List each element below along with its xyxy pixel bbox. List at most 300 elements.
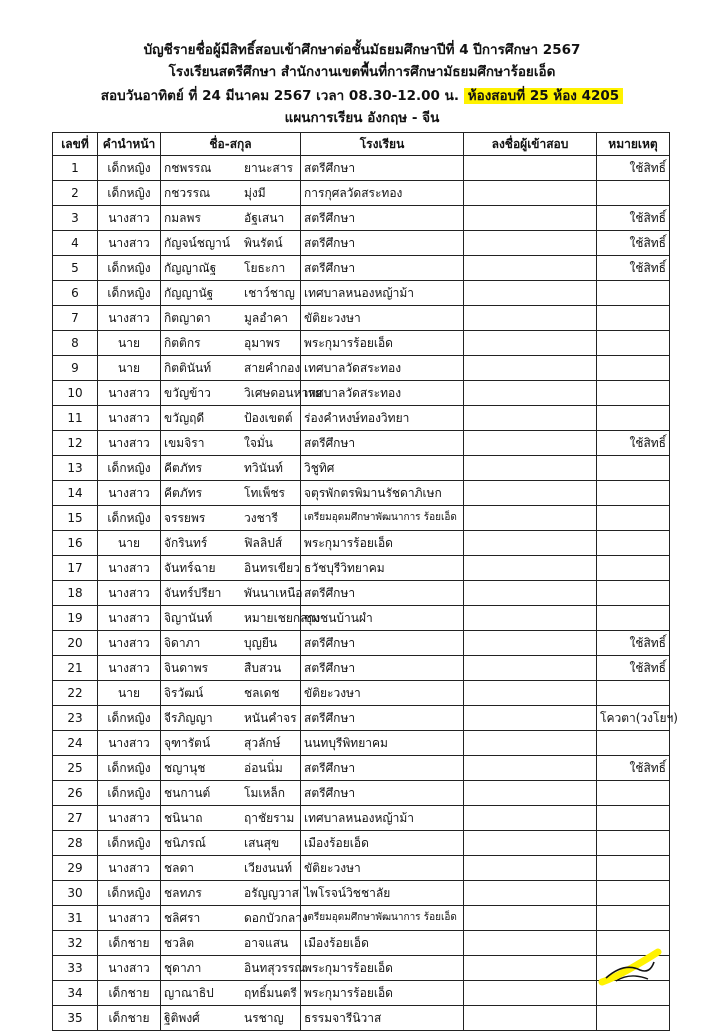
- row-number: 11: [53, 406, 98, 431]
- name-prefix: เด็กหญิง: [98, 181, 161, 206]
- signature-cell: [464, 631, 597, 656]
- name-prefix: เด็กหญิง: [98, 756, 161, 781]
- candidate-table: [52, 132, 678, 1031]
- last-name: ฤทธิ์มนตรี: [244, 986, 297, 1000]
- signature-cell: [464, 831, 597, 856]
- remark-cell: [597, 306, 670, 331]
- signature-cell: [464, 581, 597, 606]
- last-name: เสนสุข: [244, 836, 280, 850]
- row-number: 21: [53, 656, 98, 681]
- table-row: [53, 406, 670, 431]
- school-name: สตรีศึกษา: [301, 631, 464, 656]
- full-name: [161, 356, 301, 381]
- remark-cell: [597, 281, 670, 306]
- remark-cell: ใช้สิทธิ์: [597, 631, 670, 656]
- full-name: [161, 381, 322, 406]
- last-name: ทวินันท์: [244, 461, 283, 475]
- remark-cell: [597, 681, 670, 706]
- signature-cell: [464, 256, 597, 281]
- name-prefix: เด็กหญิง: [98, 256, 161, 281]
- first-name: จิดาภา: [164, 636, 201, 650]
- school-name: สตรีศึกษา: [301, 781, 464, 806]
- full-name: [161, 831, 301, 856]
- full-name: [161, 806, 301, 831]
- column-header-school: โรงเรียน: [301, 133, 464, 156]
- name-prefix: นางสาว: [98, 581, 161, 606]
- full-name: [161, 781, 301, 806]
- full-name: [161, 931, 301, 956]
- first-name: ขวัญข้าว: [164, 386, 211, 400]
- table-row: [53, 731, 670, 756]
- row-number: 35: [53, 1006, 98, 1031]
- table-row: [53, 356, 670, 381]
- remark-cell: [597, 406, 670, 431]
- last-name: อินทสุวรรณ: [244, 961, 306, 975]
- name-prefix: นางสาว: [98, 856, 161, 881]
- full-name: [161, 531, 301, 556]
- name-prefix: นางสาว: [98, 956, 161, 981]
- name-prefix: นาย: [98, 356, 161, 381]
- first-name: ญาณาธิป: [164, 986, 214, 1000]
- first-name: จุฑารัตน์: [164, 736, 211, 750]
- remark-cell: [597, 906, 670, 931]
- remark-cell: [597, 381, 670, 406]
- school-name: เตรียมอุดมศึกษาพัฒนาการ ร้อยเอ็ด: [301, 906, 464, 931]
- row-number: 14: [53, 481, 98, 506]
- row-number: 22: [53, 681, 98, 706]
- last-name: ป้องเขตต์: [244, 411, 293, 425]
- school-name: ขัติยะวงษา: [301, 681, 464, 706]
- remark-cell: ใช้สิทธิ์: [597, 431, 670, 456]
- table-header-row: [53, 133, 670, 156]
- first-name: กิตญาดา: [164, 311, 211, 325]
- full-name: [161, 956, 306, 981]
- signature-cell: [464, 906, 597, 931]
- name-prefix: นางสาว: [98, 656, 161, 681]
- name-prefix: เด็กหญิง: [98, 881, 161, 906]
- table-row: [53, 656, 670, 681]
- table-row: [53, 956, 670, 981]
- row-number: 10: [53, 381, 98, 406]
- table-row: [53, 856, 670, 881]
- name-prefix: เด็กหญิง: [98, 506, 161, 531]
- table-row: [53, 506, 670, 531]
- first-name: ชนกานต์: [164, 786, 211, 800]
- school-name: สตรีศึกษา: [301, 256, 464, 281]
- first-name: จักรินทร์: [164, 536, 208, 550]
- remark-cell: [597, 181, 670, 206]
- first-name: จิรวัฒน์: [164, 686, 204, 700]
- table-row: [53, 256, 670, 281]
- school-name: เทศบาลหนองหญ้าม้า: [301, 806, 464, 831]
- first-name: จีรภิญญา: [164, 711, 213, 725]
- remark-cell: [597, 806, 670, 831]
- remark-cell: [597, 331, 670, 356]
- name-prefix: นางสาว: [98, 606, 161, 631]
- table-row: [53, 431, 670, 456]
- signature-cell: [464, 806, 597, 831]
- table-row: [53, 306, 670, 331]
- row-number: 7: [53, 306, 98, 331]
- name-prefix: นางสาว: [98, 806, 161, 831]
- last-name: ฟิลลิปส์: [244, 536, 283, 550]
- column-header-prefix: คำนำหน้า: [98, 133, 161, 156]
- name-prefix: นางสาว: [98, 481, 161, 506]
- remark-cell: [597, 356, 670, 381]
- last-name: พินรัตน์: [244, 236, 283, 250]
- table-row: [53, 581, 670, 606]
- signature-cell: [464, 956, 597, 981]
- full-name: [161, 406, 301, 431]
- table-body: [53, 156, 678, 1031]
- full-name: [161, 906, 308, 931]
- first-name: คีตภัทร: [164, 461, 203, 475]
- table-row: [53, 981, 670, 1006]
- signature-cell: [464, 306, 597, 331]
- table-row: [53, 631, 670, 656]
- remark-cell: ใช้สิทธิ์: [597, 256, 670, 281]
- row-number: 19: [53, 606, 98, 631]
- table-row: [53, 831, 670, 856]
- full-name: [161, 731, 301, 756]
- table-row: [53, 781, 670, 806]
- last-name: วงชารี: [244, 511, 278, 525]
- full-name: [161, 606, 321, 631]
- last-name: สุวลักษ์: [244, 736, 281, 750]
- full-name: [161, 506, 301, 531]
- table-row: [53, 1006, 670, 1031]
- row-number: 16: [53, 531, 98, 556]
- signature-cell: [464, 506, 597, 531]
- name-prefix: เด็กชาย: [98, 981, 161, 1006]
- first-name: กมลพร: [164, 211, 201, 225]
- last-name: พันนาเหนือ: [244, 586, 303, 600]
- signature-cell: [464, 331, 597, 356]
- school-name: เทศบาลวัดสระทอง: [301, 356, 464, 381]
- first-name: คีตภัทร: [164, 486, 203, 500]
- name-prefix: นาย: [98, 681, 161, 706]
- name-prefix: นางสาว: [98, 631, 161, 656]
- school-line: โรงเรียนสตรีศึกษา สำนักงานเขตพื้นที่การศึกษามัธยมศึกษาร้อยเอ็ด: [168, 64, 556, 80]
- last-name: มุ่งมี: [244, 186, 266, 200]
- name-prefix: นางสาว: [98, 731, 161, 756]
- row-number: 8: [53, 331, 98, 356]
- last-name: โทเพ็ชร: [244, 486, 285, 500]
- first-name: ฐิติพงศ์: [164, 1011, 200, 1025]
- signature-cell: [464, 381, 597, 406]
- row-number: 32: [53, 931, 98, 956]
- row-number: 31: [53, 906, 98, 931]
- last-name: อัฐเสนา: [244, 211, 285, 225]
- signature-cell: [464, 281, 597, 306]
- school-name: สตรีศึกษา: [301, 431, 464, 456]
- name-prefix: เด็กหญิง: [98, 831, 161, 856]
- name-prefix: นางสาว: [98, 556, 161, 581]
- table-row: [53, 331, 670, 356]
- name-prefix: เด็กหญิง: [98, 281, 161, 306]
- first-name: กชวรรณ: [164, 186, 211, 200]
- name-prefix: นางสาว: [98, 231, 161, 256]
- table-row: [53, 531, 670, 556]
- full-name: [161, 706, 301, 731]
- signature-cell: [464, 681, 597, 706]
- table-row: [53, 556, 670, 581]
- signature-cell: [464, 881, 597, 906]
- remark-cell: ใช้สิทธิ์: [597, 756, 670, 781]
- school-name: ร่องคำหงษ์ทองวิทยา: [301, 406, 464, 431]
- table-row: [53, 681, 670, 706]
- school-name: สตรีศึกษา: [301, 706, 464, 731]
- first-name: ชุดาภา: [164, 961, 202, 975]
- full-name: [161, 481, 301, 506]
- name-prefix: นางสาว: [98, 381, 161, 406]
- school-name: พระกุมารร้อยเอ็ด: [301, 981, 464, 1006]
- row-number: 5: [53, 256, 98, 281]
- full-name: [161, 231, 301, 256]
- row-number: 28: [53, 831, 98, 856]
- school-name: ไพโรจน์วิชชาลัย: [301, 881, 464, 906]
- row-number: 26: [53, 781, 98, 806]
- school-name: เตรียมอุดมศึกษาพัฒนาการ ร้อยเอ็ด: [301, 506, 464, 531]
- first-name: จันทร์ปรียา: [164, 586, 222, 600]
- last-name: ใจมั่น: [244, 436, 274, 450]
- first-name: จรรยพร: [164, 511, 206, 525]
- table-row: [53, 706, 670, 731]
- first-name: ขวัญฤดี: [164, 411, 205, 425]
- last-name: อุมาพร: [244, 336, 281, 350]
- school-name: ธวัชบุรีวิทยาคม: [301, 556, 464, 581]
- full-name: [161, 206, 301, 231]
- last-name: อาจแสน: [244, 936, 289, 950]
- signature-cell: [464, 356, 597, 381]
- last-name: บุญยืน: [244, 636, 278, 650]
- remark-cell: [597, 881, 670, 906]
- column-header-remark: หมายเหตุ: [597, 133, 670, 156]
- name-prefix: นาย: [98, 531, 161, 556]
- document-title: บัญชีรายชื่อผู้มีสิทธิ์สอบเข้าศึกษาต่อชั้นมัธยมศึกษาปีที่ 4 ปีการศึกษา 2567: [143, 42, 581, 58]
- signature-cell: [464, 556, 597, 581]
- last-name: เวียงนนท์: [244, 861, 293, 875]
- remark-cell: ใช้สิทธิ์: [597, 206, 670, 231]
- row-number: 6: [53, 281, 98, 306]
- row-number: 18: [53, 581, 98, 606]
- school-name: ชุมชนบ้านผำ: [301, 606, 464, 631]
- exam-date-time: สอบวันอาทิตย์ ที่ 24 มีนาคม 2567 เวลา 08.30-12.00 น.: [100, 88, 459, 104]
- signature-cell: [464, 531, 597, 556]
- signature-cell: [464, 756, 597, 781]
- full-name: [161, 431, 301, 456]
- row-number: 13: [53, 456, 98, 481]
- school-name: เทศบาลวัดสระทอง: [301, 381, 464, 406]
- remark-cell: [597, 781, 670, 806]
- remark-cell: [597, 456, 670, 481]
- handwritten-signature: [600, 948, 662, 988]
- last-name: ชลเดช: [244, 686, 280, 700]
- remark-cell: โควตา(วงโยฯ): [597, 706, 670, 731]
- last-name: ยานะสาร: [244, 161, 293, 175]
- full-name: [161, 881, 301, 906]
- signature-cell: [464, 1006, 597, 1031]
- remark-cell: [597, 856, 670, 881]
- column-header-name: ชื่อ-สกุล: [161, 133, 301, 156]
- remark-cell: [597, 531, 670, 556]
- full-name: [161, 181, 301, 206]
- remark-cell: [597, 556, 670, 581]
- full-name: [161, 256, 301, 281]
- signature-cell: [464, 231, 597, 256]
- remark-cell: [597, 506, 670, 531]
- row-number: 9: [53, 356, 98, 381]
- school-name: พระกุมารร้อยเอ็ด: [301, 331, 464, 356]
- school-name: จตุรพักตรพิมานรัชดาภิเษก: [301, 481, 464, 506]
- school-name: พระกุมารร้อยเอ็ด: [301, 956, 464, 981]
- full-name: [161, 981, 301, 1006]
- row-number: 15: [53, 506, 98, 531]
- first-name: ชลดา: [164, 861, 195, 875]
- last-name: นรชาญ: [244, 1011, 284, 1025]
- school-name: ขัติยะวงษา: [301, 306, 464, 331]
- exam-room-highlight: ห้องสอบที่ 25 ห้อง 4205: [464, 88, 623, 104]
- table-row: [53, 931, 670, 956]
- table-row: [53, 206, 670, 231]
- last-name: เชาว์ชาญ: [244, 286, 295, 300]
- column-header-signature: ลงชื่อผู้เข้าสอบ: [464, 133, 597, 156]
- remark-cell: [597, 1006, 670, 1031]
- row-number: 24: [53, 731, 98, 756]
- row-number: 3: [53, 206, 98, 231]
- first-name: กิตติกร: [164, 336, 201, 350]
- remark-cell: ใช้สิทธิ์: [597, 156, 670, 181]
- row-number: 4: [53, 231, 98, 256]
- name-prefix: เด็กหญิง: [98, 456, 161, 481]
- table-row: [53, 806, 670, 831]
- row-number: 33: [53, 956, 98, 981]
- name-prefix: เด็กหญิง: [98, 781, 161, 806]
- remark-cell: ใช้สิทธิ์: [597, 231, 670, 256]
- remark-cell: ใช้สิทธิ์: [597, 656, 670, 681]
- school-name: สตรีศึกษา: [301, 581, 464, 606]
- first-name: ชนิภรณ์: [164, 836, 206, 850]
- table-row: [53, 156, 670, 181]
- table-row: [53, 881, 670, 906]
- last-name: หมายเชยกลาง: [244, 611, 321, 625]
- signature-cell: [464, 206, 597, 231]
- table-row: [53, 181, 670, 206]
- last-name: มูลอำคา: [244, 311, 288, 325]
- first-name: กัญญานัฐ: [164, 286, 214, 300]
- table-row: [53, 906, 670, 931]
- table-row: [53, 231, 670, 256]
- full-name: [161, 1006, 301, 1031]
- school-name: ธรรมจารีนิวาส: [301, 1006, 464, 1031]
- signature-cell: [464, 456, 597, 481]
- signature-cell: [464, 731, 597, 756]
- full-name: [161, 331, 301, 356]
- name-prefix: นาย: [98, 331, 161, 356]
- signature-cell: [464, 781, 597, 806]
- first-name: ชวลิต: [164, 936, 195, 950]
- last-name: อ่อนนิ่ม: [244, 761, 283, 775]
- first-name: จันทร์ฉาย: [164, 561, 216, 575]
- signature-cell: [464, 156, 597, 181]
- last-name: สายคำกอง: [244, 361, 301, 375]
- table-row: [53, 756, 670, 781]
- column-header-number: เลขที่: [53, 133, 98, 156]
- school-name: สตรีศึกษา: [301, 231, 464, 256]
- full-name: [161, 681, 301, 706]
- first-name: จินดาพร: [164, 661, 209, 675]
- last-name: อรัญญวาส: [244, 886, 299, 900]
- school-name: เทศบาลหนองหญ้าม้า: [301, 281, 464, 306]
- school-name: สตรีศึกษา: [301, 206, 464, 231]
- first-name: ชญานุช: [164, 761, 206, 775]
- last-name: โมเหล็ก: [244, 786, 285, 800]
- row-number: 17: [53, 556, 98, 581]
- school-name: สตรีศึกษา: [301, 656, 464, 681]
- table-row: [53, 456, 670, 481]
- signature-cell: [464, 981, 597, 1006]
- last-name: หนันคำจร: [244, 711, 297, 725]
- table-row: [53, 481, 670, 506]
- school-name: ขัติยะวงษา: [301, 856, 464, 881]
- row-number: 34: [53, 981, 98, 1006]
- signature-cell: [464, 431, 597, 456]
- first-name: กิตตินันท์: [164, 361, 212, 375]
- name-prefix: เด็กหญิง: [98, 706, 161, 731]
- row-number: 20: [53, 631, 98, 656]
- remark-cell: [597, 581, 670, 606]
- school-name: เมืองร้อยเอ็ด: [301, 931, 464, 956]
- name-prefix: เด็กหญิง: [98, 156, 161, 181]
- name-prefix: เด็กชาย: [98, 931, 161, 956]
- first-name: จิญานันท์: [164, 611, 213, 625]
- signature-cell: [464, 481, 597, 506]
- last-name: วิเศษดอนหวาย: [244, 386, 322, 400]
- last-name: โยธะกา: [244, 261, 286, 275]
- remark-cell: [597, 731, 670, 756]
- full-name: [161, 631, 301, 656]
- signature-cell: [464, 656, 597, 681]
- full-name: [161, 456, 301, 481]
- remark-cell: [597, 831, 670, 856]
- school-name: นนทบุรีพิทยาคม: [301, 731, 464, 756]
- full-name: [161, 281, 301, 306]
- full-name: [161, 581, 301, 606]
- row-number: 29: [53, 856, 98, 881]
- row-number: 12: [53, 431, 98, 456]
- full-name: [161, 856, 301, 881]
- first-name: กัญจน์ชญาน์: [164, 236, 231, 250]
- full-name: [161, 556, 301, 581]
- name-prefix: นางสาว: [98, 431, 161, 456]
- row-number: 23: [53, 706, 98, 731]
- first-name: ชนินาถ: [164, 811, 203, 825]
- signature-cell: [464, 606, 597, 631]
- first-name: ชลิศรา: [164, 911, 201, 925]
- signature-cell: [464, 706, 597, 731]
- row-number: 25: [53, 756, 98, 781]
- remark-cell: [597, 481, 670, 506]
- row-number: 27: [53, 806, 98, 831]
- name-prefix: นางสาว: [98, 306, 161, 331]
- name-prefix: นางสาว: [98, 406, 161, 431]
- row-number: 30: [53, 881, 98, 906]
- signature-cell: [464, 931, 597, 956]
- full-name: [161, 156, 301, 181]
- first-name: กัญญาณัฐ: [164, 261, 217, 275]
- school-name: เมืองร้อยเอ็ด: [301, 831, 464, 856]
- last-name: สืบสวน: [244, 661, 282, 675]
